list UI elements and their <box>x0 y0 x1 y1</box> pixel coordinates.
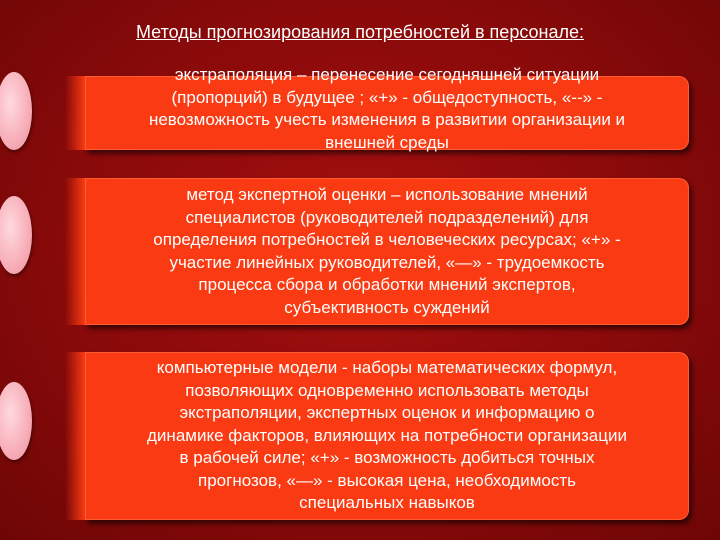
text-line: процесса сбора и обработки мнений экспертов, <box>198 275 576 294</box>
text-line: экстраполяции, экспертных оценок и информацию о <box>179 403 595 423</box>
method-block-computer-models <box>85 352 689 520</box>
text-line: метод экспертной оценки – использование мнений <box>186 185 588 204</box>
text-line: специальных навыков <box>299 493 475 513</box>
text-line: прогнозов, «—» - высокая цена, необходимость <box>198 470 576 490</box>
text-line: внешней среды <box>325 132 449 152</box>
bullet-marker-2 <box>0 196 32 274</box>
text-line: компьютерные модели - наборы математических формул, <box>156 358 618 378</box>
text-line: динамике факторов, влияющих на потребности организации <box>147 425 627 445</box>
method-text-extrapolation <box>149 64 625 154</box>
text-line: участие линейных руководителей, «—» - трудоемкость <box>169 252 605 272</box>
method-text-expert <box>153 184 620 319</box>
text-line: специалистов (руководителей подразделений) для <box>185 207 589 227</box>
text-line: (пропорций) в будущее ; «+» - общедоступность, «--» - <box>171 87 603 107</box>
bullet-marker-1 <box>0 72 32 150</box>
text-line: экстраполяция – перенесение сегодняшней ситуации <box>174 65 600 84</box>
text-line: субъективность суждений <box>284 297 490 317</box>
slide-title: Методы прогнозирования потребностей в персонале: <box>135 22 585 42</box>
bullet-marker-3 <box>0 382 32 460</box>
text-line: невозможность учесть изменения в развитии организации и <box>148 110 626 129</box>
method-text-computer-models <box>147 357 627 515</box>
text-line: позволяющих одновременно использовать методы <box>185 380 589 400</box>
method-block-expert <box>85 178 689 325</box>
text-line: определения потребностей в человеческих ресурсах; «+» - <box>153 230 621 249</box>
text-line: в рабочей силе; «+» - возможность добиться точных <box>179 448 595 468</box>
method-block-extrapolation <box>85 65 689 152</box>
